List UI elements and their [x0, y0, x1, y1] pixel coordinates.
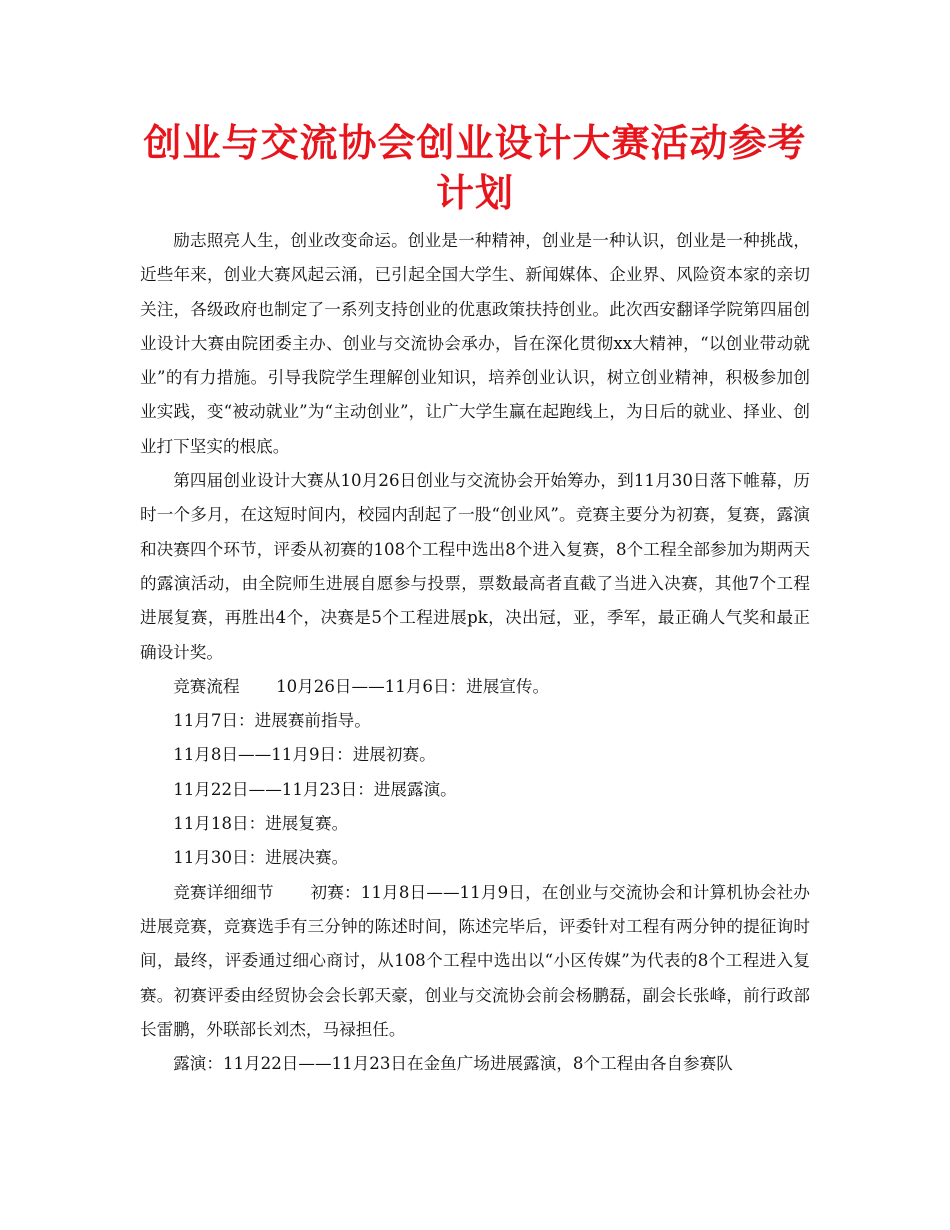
schedule-line	[140, 670, 810, 704]
schedule-item: 11月7日：进展赛前指导。	[173, 711, 371, 731]
document-body	[140, 224, 810, 1081]
schedule-item: 11月30日：进展决赛。	[173, 848, 349, 868]
details-heading: 竞赛详细细节	[173, 882, 274, 902]
preliminary-text: 初赛：11月8日——11月9日，在创业与交流协会和计算机协会社办进展竞赛，竞赛选手有三分钟的陈述时间，陈述完毕后，评委针对工程有两分钟的提征询时间，最终，评委通过细心商讨，从108个工程中选出以“小区传媒”为代表的8个工程进入复赛。初赛评委由经贸协会会长郭天豪，创业与交流协会前会杨鹏磊，副会长张峰，前行政部长雷鹏，外联部长刘杰，马禄担任。	[140, 882, 811, 1039]
intro-paragraph: 励志照亮人生，创业改变命运。创业是一种精神，创业是一种认识，创业是一种挑战，近些年来，创业大赛风起云涌，已引起全国大学生、新闻媒体、企业界、风险资本家的亲切关注，各级政府也制定了一系列支持创业的优惠政策扶持创业。此次西安翻译学院第四届创业设计大赛由院团委主办、创业与交流协会承办，旨在深化贯彻xx大精神，“以创业带动就业”的有力措施。引导我院学生理解创业知识，培养创业认识，树立创业精神，积极参加创业实践，变“被动就业”为“主动创业”，让广大学生赢在起跑线上，为日后的就业、择业、创业打下坚实的根底。	[140, 231, 810, 456]
schedule-item: 11月22日——11月23日：进展露演。	[173, 779, 457, 799]
exhibition-paragraph: 露演：11月22日——11月23日在金鱼广场进展露演，8个工程由各自参赛队	[173, 1054, 733, 1074]
schedule-item: 11月18日：进展复赛。	[173, 814, 349, 834]
schedule-item: 11月8日——11月9日：进展初赛。	[173, 745, 436, 765]
schedule-item: 10月26日——11月6日：进展宣传。	[276, 676, 550, 696]
document-title: 创业与交流协会创业设计大赛活动参考计划	[143, 121, 807, 215]
schedule-heading: 竞赛流程	[173, 676, 240, 696]
overview-paragraph: 第四届创业设计大赛从10月26日创业与交流协会开始筹办，到11月30日落下帷幕，历时一个多月，在这短时间内，校园内刮起了一股“创业风”。竞赛主要分为初赛，复赛，露演和决赛四个环节，评委从初赛的108个工程中选出8个进入复赛，8个工程全部参加为期两天的露演活动，由全院师生进展自愿参与投票，票数最高者直截了当进入决赛，其他7个工程进展复赛，再胜出4个，决赛是5个工程进展pk，决出冠，亚，季军，最正确人气奖和最正确设计奖。	[140, 471, 810, 662]
details-paragraph	[140, 876, 810, 1047]
